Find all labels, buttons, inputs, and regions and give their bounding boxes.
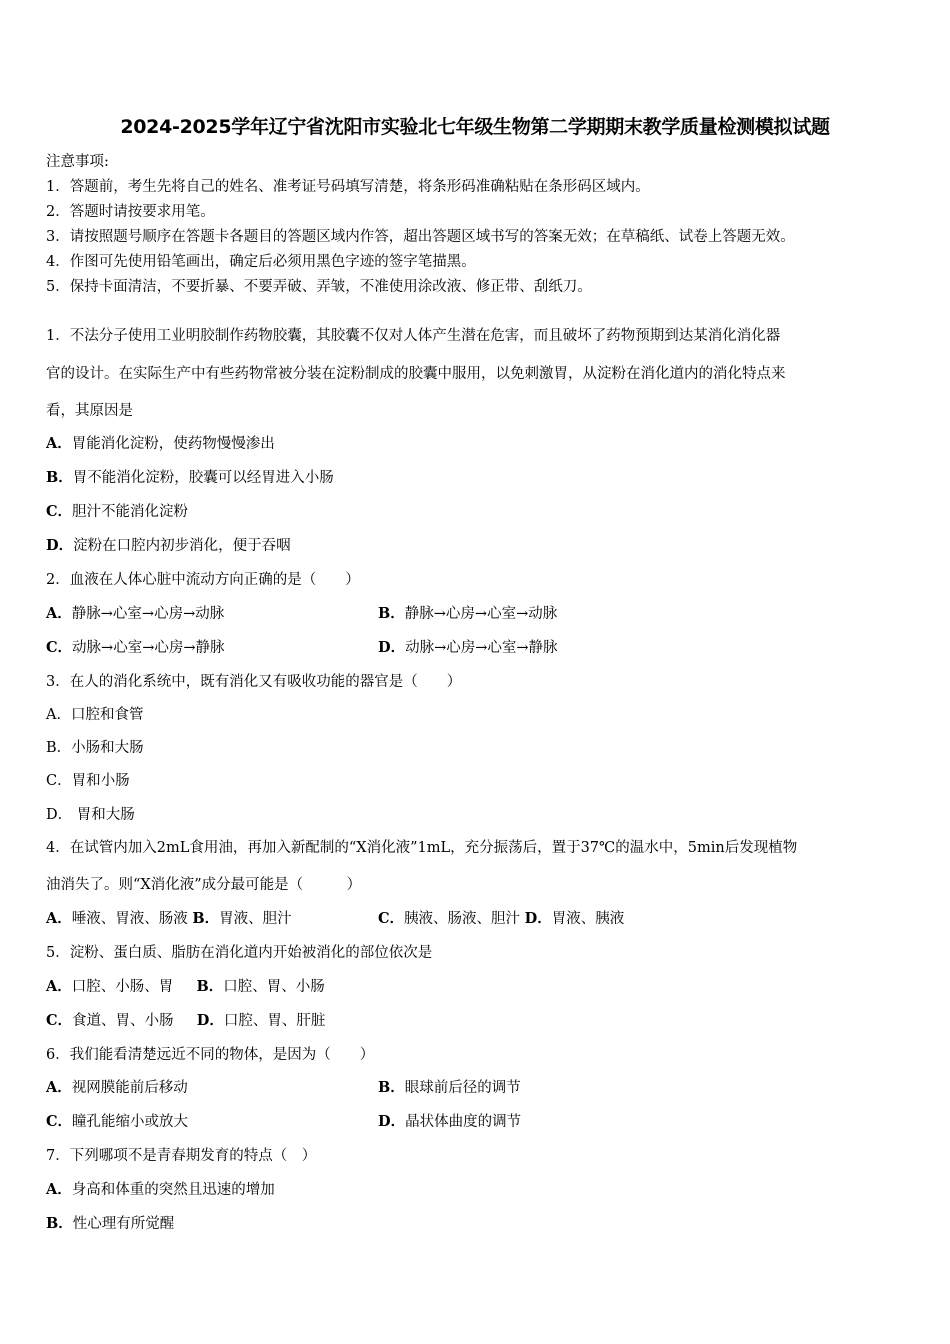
question-2-option-b (378, 604, 557, 624)
option-text: 胃能消化淀粉，使药物慢慢渗出 (71, 436, 275, 452)
question-4-stem: 4．在试管内加入2mL食用油，再加入新配制的“X消化液”1mL，充分振荡后，置于37℃的温水中，5min后发现植物 (46, 840, 798, 856)
question-5-option-c (46, 1013, 174, 1029)
option-label: D． (378, 1113, 406, 1130)
notice-item: 1．答题前，考生先将自己的姓名、准考证号码填写清楚，将条形码准确粘贴在条形码区域内。 (46, 179, 650, 195)
option-text: 动脉→心房→心室→静脉 (405, 640, 558, 656)
option-text: 口腔和食管 (70, 707, 144, 723)
option-label: A． (46, 605, 72, 622)
question-1-option-b (46, 468, 334, 488)
option-text: 胃液、胆汁 (219, 911, 292, 927)
question-5-options-row-1 (46, 977, 325, 997)
option-label: C． (46, 639, 73, 656)
option-label: C． (46, 1012, 73, 1029)
question-2-options-row-1 (46, 604, 906, 624)
option-text: 口腔、小肠、胃 (71, 979, 174, 995)
question-5-option-b (196, 979, 324, 995)
option-label: B． (378, 1079, 405, 1096)
option-label: A． (46, 1079, 72, 1096)
option-label: B． (46, 469, 73, 486)
option-label: A． (46, 978, 72, 995)
option-text: 瞳孔能缩小或放大 (72, 1114, 189, 1130)
question-2-option-a (46, 606, 224, 622)
question-3-option-a (46, 705, 143, 725)
question-4-option-b (192, 911, 291, 927)
option-text: 晶状体曲度的调节 (405, 1114, 522, 1130)
notice-item: 3．请按照题号顺序在答题卡各题目的答题区域内作答，超出答题区域书写的答案无效；在草稿纸、试卷上答题无效。 (46, 229, 795, 245)
question-3-stem: 3．在人的消化系统中，既有消化又有吸收功能的器官是（ ） (46, 674, 462, 690)
question-2-options-row-2 (46, 638, 906, 658)
question-3-option-b (46, 738, 144, 758)
question-5-options-row-2 (46, 1011, 325, 1031)
option-text: 胃液、胰液 (551, 911, 625, 927)
option-label: D． (46, 537, 74, 554)
option-label: B． (46, 740, 72, 756)
option-text: 淀粉在口腔内初步消化，便于吞咽 (73, 538, 291, 554)
question-1-stem: 官的设计。在实际生产中有些药物常被分装在淀粉制成的胶囊中服用，以免刺激胃，从淀粉在消化道内的消化特点来 (46, 366, 786, 382)
option-label: C． (46, 773, 72, 789)
question-6-options-row-1 (46, 1078, 906, 1098)
option-text: 小肠和大肠 (71, 740, 144, 756)
notice-item: 4．作图可先使用铅笔画出，确定后必须用黑色字迹的签字笔描黑。 (46, 254, 476, 270)
option-label: D． (524, 910, 552, 927)
question-6-option-b (378, 1078, 521, 1098)
question-4-option-d (525, 911, 625, 927)
question-6-option-c (46, 1114, 188, 1130)
option-label: C． (378, 910, 405, 927)
option-text: 静脉→心房→心室→动脉 (404, 606, 558, 622)
option-label: C． (46, 1113, 73, 1130)
question-7-stem: 7．下列哪项不是青春期发育的特点（ ） (46, 1148, 317, 1164)
option-text: 唾液、胃液、肠液 (71, 911, 188, 927)
question-2-option-c (46, 640, 225, 656)
option-text: 口腔、胃、小肠 (223, 979, 325, 995)
option-label: B． (378, 605, 405, 622)
option-text: 视网膜能前后移动 (71, 1080, 188, 1096)
question-7-option-a (46, 1180, 275, 1200)
option-text: 眼球前后径的调节 (404, 1080, 521, 1096)
notice-item: 5．保持卡面清洁，不要折暴、不要弄破、弄皱，不准使用涂改液、修正带、刮纸刀。 (46, 279, 592, 295)
question-6-stem: 6．我们能看清楚远近不同的物体，是因为（ ） (46, 1047, 375, 1063)
option-label: B． (46, 1215, 73, 1232)
option-text: 胆汁不能消化淀粉 (72, 504, 189, 520)
question-1-option-c (46, 502, 188, 522)
question-6-option-d (378, 1112, 521, 1132)
option-label: A． (46, 1181, 72, 1198)
exam-title: 2024-2025学年辽宁省沈阳市实验北七年级生物第二学期期末教学质量检测模拟试题 (120, 116, 830, 138)
question-4-stem: 油消失了。则“X消化液”成分最可能是（ ） (46, 877, 362, 893)
question-1-stem: 看，其原因是 (46, 403, 133, 419)
question-7-option-b (46, 1214, 174, 1234)
option-label: D． (378, 639, 406, 656)
question-6-option-a (46, 1080, 188, 1096)
question-5-stem: 5．淀粉、蛋白质、脂肪在消化道内开始被消化的部位依次是 (46, 945, 433, 961)
option-label: B． (192, 910, 220, 927)
question-4-option-a (46, 911, 188, 927)
option-label: A． (46, 435, 72, 452)
option-text: 动脉→心室→心房→静脉 (72, 640, 225, 656)
option-label: B． (196, 978, 224, 995)
option-text: 食道、胃、小肠 (72, 1013, 174, 1029)
option-text: 身高和体重的突然且迅速的增加 (71, 1182, 275, 1198)
option-label: A． (46, 707, 71, 723)
option-label: D． (196, 1012, 224, 1029)
question-1-option-a (46, 434, 275, 454)
question-3-option-d (46, 805, 135, 825)
question-5-option-a (46, 979, 173, 995)
option-label: D． (46, 807, 73, 823)
option-text: 胃不能消化淀粉，胶囊可以经胃进入小肠 (72, 470, 334, 486)
question-1-option-d (46, 536, 291, 556)
notice-heading: 注意事项: (46, 154, 109, 170)
option-label: A． (46, 910, 72, 927)
option-text: 胃和小肠 (71, 773, 130, 789)
notice-item: 2．答题时请按要求用笔。 (46, 204, 215, 220)
question-1-stem: 1．不法分子使用工业明胶制作药物胶囊，其胶囊不仅对人体产生潜在危害，而且破坏了药物预期到达某消化消化器 (46, 328, 781, 344)
question-2-stem: 2．血液在人体心脏中流动方向正确的是（ ） (46, 572, 360, 588)
option-text: 静脉→心室→心房→动脉 (71, 606, 225, 622)
question-6-options-row-2 (46, 1112, 906, 1132)
question-2-option-d (378, 638, 558, 658)
question-3-option-c (46, 771, 130, 791)
question-4-option-c (378, 909, 624, 929)
option-text: 胃和大肠 (72, 807, 135, 823)
question-5-option-d (197, 1013, 326, 1029)
option-text: 胰液、肠液、胆汁 (404, 911, 521, 927)
option-text: 口腔、胃、肝脏 (223, 1013, 326, 1029)
option-label: C． (46, 503, 73, 520)
question-4-options-row (46, 909, 906, 929)
option-text: 性心理有所觉醒 (72, 1216, 175, 1232)
